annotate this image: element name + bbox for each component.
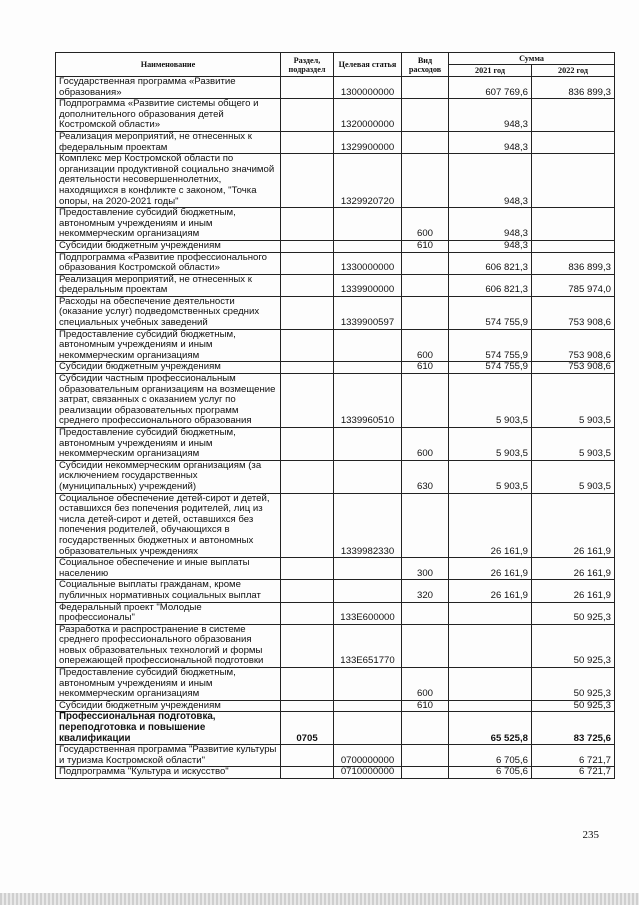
- cell-target: 133E651770: [334, 624, 402, 667]
- table-row: [56, 374, 615, 428]
- cell-expense: [402, 77, 449, 99]
- cell-expense: 610: [402, 362, 449, 374]
- cell-expense: [402, 712, 449, 745]
- cell-target: [334, 712, 402, 745]
- cell-section: [281, 329, 334, 362]
- cell-expense: [402, 374, 449, 428]
- cell-target: 0700000000: [334, 745, 402, 767]
- cell-expense: [402, 154, 449, 208]
- cell-target: 1300000000: [334, 77, 402, 99]
- cell-section: [281, 374, 334, 428]
- header-year-2022: 2022 год: [532, 65, 615, 77]
- cell-2021: 948,3: [449, 154, 532, 208]
- cell-section: 0705: [281, 712, 334, 745]
- cell-2021: 607 769,6: [449, 77, 532, 99]
- cell-2022: 26 161,9: [532, 493, 615, 558]
- cell-section: [281, 77, 334, 99]
- scan-edge: [0, 893, 639, 905]
- header-sum: Сумма: [449, 53, 615, 65]
- table-row: [56, 252, 615, 274]
- cell-name: Подпрограмма «Развитие профессионального образования Костромской области»: [56, 252, 281, 274]
- table-row: [56, 712, 615, 745]
- table-body: [56, 77, 615, 779]
- table-row: [56, 493, 615, 558]
- cell-2021: 26 161,9: [449, 493, 532, 558]
- cell-expense: 630: [402, 460, 449, 493]
- cell-name: Подпрограмма "Культура и искусство": [56, 767, 281, 779]
- cell-2021: 6 705,6: [449, 767, 532, 779]
- cell-expense: [402, 296, 449, 329]
- table-row: [56, 77, 615, 99]
- cell-target: 1320000000: [334, 99, 402, 132]
- cell-2021: 948,3: [449, 240, 532, 252]
- cell-2021: 6 705,6: [449, 745, 532, 767]
- table-row: [56, 745, 615, 767]
- cell-2022: 26 161,9: [532, 580, 615, 602]
- cell-name: Субсидии некоммерческим организациям (за исключением государственных (муниципальных) учреждений): [56, 460, 281, 493]
- table-row: [56, 154, 615, 208]
- cell-section: [281, 460, 334, 493]
- cell-section: [281, 154, 334, 208]
- cell-section: [281, 240, 334, 252]
- cell-expense: [402, 602, 449, 624]
- cell-name: Разработка и распространение в системе среднего профессионального образования новых образовательных технологий и формы опережающей профессиональной подготовки: [56, 624, 281, 667]
- table-row: [56, 580, 615, 602]
- header-expense: Вид расходов: [402, 53, 449, 77]
- cell-2021: 574 755,9: [449, 329, 532, 362]
- cell-section: [281, 131, 334, 153]
- header-name: Наименование: [56, 53, 281, 77]
- cell-target: [334, 428, 402, 461]
- table-row: [56, 767, 615, 779]
- cell-2021: 606 821,3: [449, 252, 532, 274]
- cell-section: [281, 296, 334, 329]
- cell-name: Субсидии бюджетным учреждениям: [56, 362, 281, 374]
- cell-2021: 948,3: [449, 208, 532, 241]
- table-row: [56, 428, 615, 461]
- cell-name: Предоставление субсидий бюджетным, автономным учреждениям и иным некоммерческим организациям: [56, 208, 281, 241]
- cell-target: 1329920720: [334, 154, 402, 208]
- cell-2021: [449, 602, 532, 624]
- cell-name: Предоставление субсидий бюджетным, автономным учреждениям и иным некоммерческим организациям: [56, 668, 281, 701]
- cell-section: [281, 362, 334, 374]
- cell-2021: [449, 624, 532, 667]
- table-row: [56, 208, 615, 241]
- cell-name: Реализация мероприятий, не отнесенных к федеральным проектам: [56, 131, 281, 153]
- cell-expense: [402, 767, 449, 779]
- cell-target: [334, 460, 402, 493]
- cell-name: Государственная программа "Развитие культуры и туризма Костромской области": [56, 745, 281, 767]
- cell-2021: [449, 668, 532, 701]
- cell-expense: 610: [402, 700, 449, 712]
- cell-expense: 600: [402, 668, 449, 701]
- cell-target: [334, 668, 402, 701]
- cell-section: [281, 493, 334, 558]
- cell-expense: [402, 274, 449, 296]
- table-row: [56, 668, 615, 701]
- cell-expense: [402, 624, 449, 667]
- header-year-2021: 2021 год: [449, 65, 532, 77]
- cell-expense: 600: [402, 329, 449, 362]
- cell-expense: 320: [402, 580, 449, 602]
- table-row: [56, 131, 615, 153]
- cell-2021: 26 161,9: [449, 558, 532, 580]
- cell-2021: 26 161,9: [449, 580, 532, 602]
- cell-target: [334, 240, 402, 252]
- cell-2022: 83 725,6: [532, 712, 615, 745]
- cell-2022: 5 903,5: [532, 428, 615, 461]
- cell-name: Предоставление субсидий бюджетным, автономным учреждениям и иным некоммерческим организациям: [56, 329, 281, 362]
- cell-2022: 50 925,3: [532, 602, 615, 624]
- cell-name: Социальное обеспечение и иные выплаты населению: [56, 558, 281, 580]
- cell-2022: 785 974,0: [532, 274, 615, 296]
- cell-2021: [449, 700, 532, 712]
- cell-2022: 5 903,5: [532, 460, 615, 493]
- cell-section: [281, 274, 334, 296]
- cell-name: Субсидии частным профессиональным образовательным организациям на возмещение затрат, связанных с оказанием услуг по реализации образовательных программ среднего профессионального образования: [56, 374, 281, 428]
- cell-name: Федеральный проект "Молодые профессионалы": [56, 602, 281, 624]
- cell-target: 1339900597: [334, 296, 402, 329]
- cell-2021: 5 903,5: [449, 374, 532, 428]
- cell-2022: [532, 240, 615, 252]
- cell-target: 1339960510: [334, 374, 402, 428]
- cell-name: Комплекс мер Костромской области по организации продуктивной социально значимой деятельности несовершеннолетних, находящихся в конфликте с законом, "Точка опоры, на 2020-2021 годы": [56, 154, 281, 208]
- cell-name: Подпрограмма «Развитие системы общего и дополнительного образования детей Костромской области»: [56, 99, 281, 132]
- cell-2022: 6 721,7: [532, 767, 615, 779]
- cell-2022: 753 908,6: [532, 296, 615, 329]
- cell-2021: 606 821,3: [449, 274, 532, 296]
- table-row: [56, 460, 615, 493]
- cell-target: 1330000000: [334, 252, 402, 274]
- cell-expense: [402, 252, 449, 274]
- table-row: [56, 99, 615, 132]
- cell-section: [281, 558, 334, 580]
- cell-section: [281, 428, 334, 461]
- cell-2021: 948,3: [449, 99, 532, 132]
- cell-expense: 300: [402, 558, 449, 580]
- cell-expense: 600: [402, 428, 449, 461]
- header-section: Раздел, подраздел: [281, 53, 334, 77]
- table-row: [56, 329, 615, 362]
- table-header: [56, 53, 615, 77]
- cell-2022: 836 899,3: [532, 252, 615, 274]
- cell-name: Государственная программа «Развитие образования»: [56, 77, 281, 99]
- cell-2022: 26 161,9: [532, 558, 615, 580]
- cell-target: 133E600000: [334, 602, 402, 624]
- page-number: 235: [582, 829, 599, 841]
- cell-name: Предоставление субсидий бюджетным, автономным учреждениям и иным некоммерческим организациям: [56, 428, 281, 461]
- cell-target: [334, 558, 402, 580]
- cell-2022: 753 908,6: [532, 329, 615, 362]
- cell-section: [281, 208, 334, 241]
- table-row: [56, 240, 615, 252]
- cell-section: [281, 252, 334, 274]
- cell-name: Профессиональная подготовка, переподготовка и повышение квалификации: [56, 712, 281, 745]
- cell-expense: [402, 131, 449, 153]
- cell-2022: 753 908,6: [532, 362, 615, 374]
- cell-2022: [532, 208, 615, 241]
- cell-target: [334, 700, 402, 712]
- cell-target: 1339982330: [334, 493, 402, 558]
- cell-name: Социальное обеспечение детей-сирот и детей, оставшихся без попечения родителей, лиц из числа детей-сирот и детей, оставшихся без попечения родителей, обучающихся в государственных бюджетных и автономных образовательных учреждениях: [56, 493, 281, 558]
- table-row: [56, 558, 615, 580]
- cell-target: [334, 362, 402, 374]
- cell-2021: 5 903,5: [449, 460, 532, 493]
- cell-section: [281, 668, 334, 701]
- cell-2021: 65 525,8: [449, 712, 532, 745]
- cell-name: Субсидии бюджетным учреждениям: [56, 700, 281, 712]
- cell-section: [281, 602, 334, 624]
- cell-name: Субсидии бюджетным учреждениям: [56, 240, 281, 252]
- budget-table: [55, 52, 615, 779]
- cell-2021: 574 755,9: [449, 362, 532, 374]
- cell-2022: [532, 99, 615, 132]
- cell-2022: 50 925,3: [532, 668, 615, 701]
- cell-target: 1329900000: [334, 131, 402, 153]
- cell-section: [281, 624, 334, 667]
- table-row: [56, 296, 615, 329]
- cell-expense: [402, 99, 449, 132]
- cell-section: [281, 580, 334, 602]
- cell-2021: 948,3: [449, 131, 532, 153]
- cell-2022: 50 925,3: [532, 624, 615, 667]
- cell-target: [334, 208, 402, 241]
- cell-2022: 836 899,3: [532, 77, 615, 99]
- cell-expense: [402, 493, 449, 558]
- cell-name: Расходы на обеспечение деятельности (оказание услуг) подведомственных средних специальных учебных заведений: [56, 296, 281, 329]
- cell-name: Реализация мероприятий, не отнесенных к федеральным проектам: [56, 274, 281, 296]
- table-row: [56, 700, 615, 712]
- cell-expense: 610: [402, 240, 449, 252]
- cell-2022: [532, 154, 615, 208]
- cell-2021: 5 903,5: [449, 428, 532, 461]
- cell-section: [281, 745, 334, 767]
- table-row: [56, 362, 615, 374]
- cell-target: 1339900000: [334, 274, 402, 296]
- cell-section: [281, 99, 334, 132]
- cell-target: 0710000000: [334, 767, 402, 779]
- cell-2021: 574 755,9: [449, 296, 532, 329]
- table-row: [56, 624, 615, 667]
- cell-expense: [402, 745, 449, 767]
- table-row: [56, 274, 615, 296]
- table-row: [56, 602, 615, 624]
- cell-2022: 6 721,7: [532, 745, 615, 767]
- cell-name: Социальные выплаты гражданам, кроме публичных нормативных социальных выплат: [56, 580, 281, 602]
- header-target: Целевая статья: [334, 53, 402, 77]
- cell-2022: 5 903,5: [532, 374, 615, 428]
- cell-section: [281, 700, 334, 712]
- cell-2022: 50 925,3: [532, 700, 615, 712]
- cell-target: [334, 329, 402, 362]
- cell-target: [334, 580, 402, 602]
- cell-2022: [532, 131, 615, 153]
- cell-section: [281, 767, 334, 779]
- cell-expense: 600: [402, 208, 449, 241]
